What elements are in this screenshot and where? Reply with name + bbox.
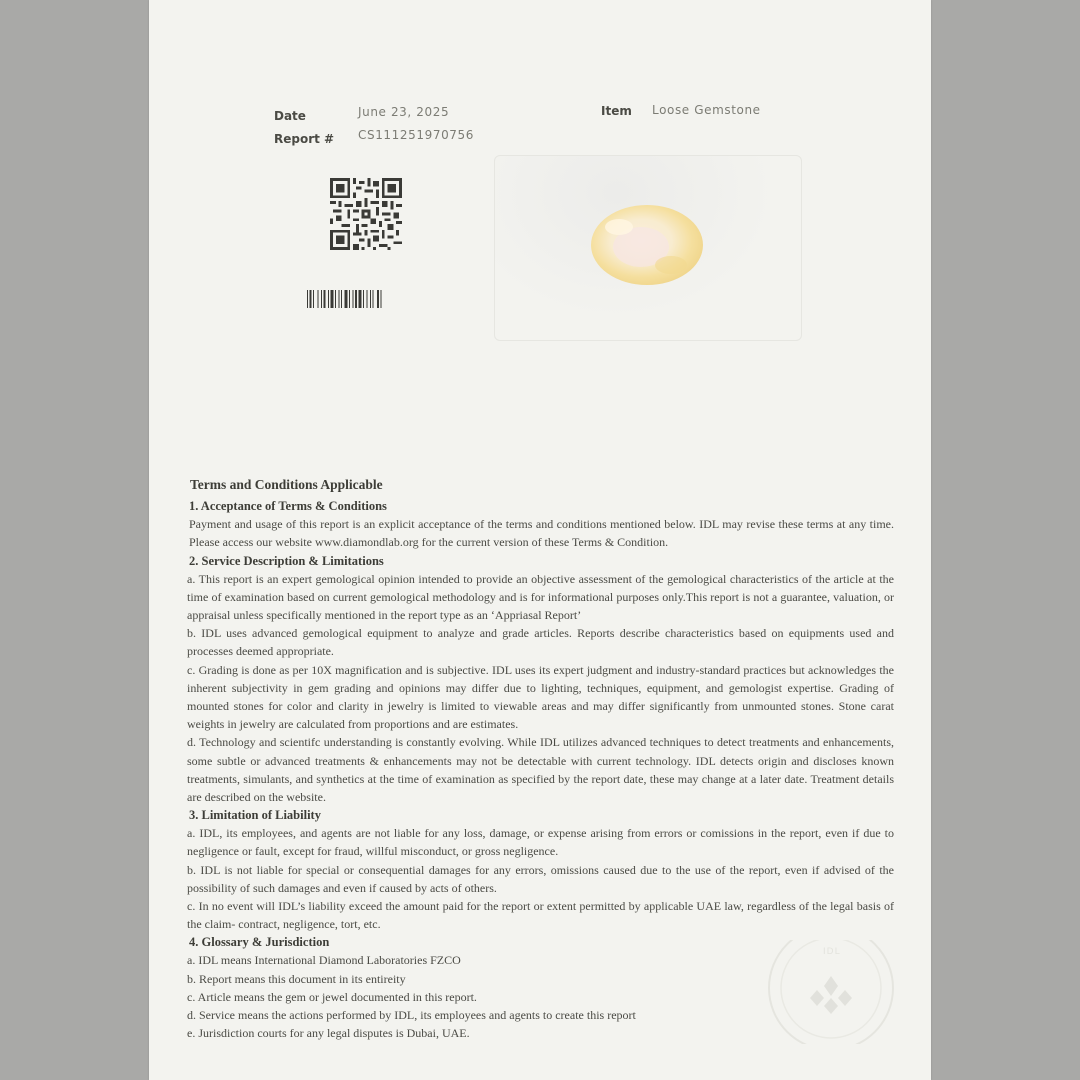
section-heading: 1. Acceptance of Terms & Conditions [189,499,387,514]
section-paragraph: a. This report is an expert gemological opinion intended to provide an objective assessment of the gemological characteristics of the article at the time of examination based on current gemological methodology and is for informational purposes only.This report is not a guarantee, valuation, or appraisal unless specifically mentioned in the report type as an ‘Appriasal Report’ [187,571,894,623]
report-number-value: CS111251970756 [358,128,475,142]
terms-title: Terms and Conditions Applicable [190,477,383,492]
section-paragraph: b. Report means this document in its entireity [187,971,406,986]
gem-photo-frame [494,155,802,341]
embossed-seal [765,940,897,1044]
date-label: Date [274,109,306,123]
date-value: June 23, 2025 [358,105,450,119]
section-paragraph: d. Service means the actions performed by IDL, its employees and agents to create this report [187,1008,636,1023]
section-heading: 2. Service Description & Limitations [189,553,384,568]
section-heading: 4. Glossary & Jurisdiction [189,935,330,950]
section-paragraph: b. IDL is not liable for special or consequential damages for any errors, omissions caused due to the use of the report, even if advised of the possibility of such damages and even if caused by acts of others. [187,862,894,895]
report-number-label: Report # [274,132,335,146]
qr-code [329,178,403,250]
section-paragraph: Payment and usage of this report is an explicit acceptance of the terms and conditions mentioned below. IDL may revise these terms at any time. Please access our website www.diamondlab.org for the current version of these Terms & Condition. [189,517,894,550]
section-paragraph: e. Jurisdiction courts for any legal disputes is Dubai, UAE. [187,1026,470,1041]
gemstone-image [589,203,705,287]
section-paragraph: a. IDL means International Diamond Laboratories FZCO [187,953,461,968]
section-paragraph: c. Grading is done as per 10X magnification and is subjective. IDL uses its expert judgment and industry-standard practices but acknowledges the inherent subjectivity in gem grading and opinions may differ due to lighting, techniques, equipment, and gemologist expertise. Grading of mounted stones for color and clarity in jewelry is limited to viewable areas and may differ significantly from unmounted stones. Stone carat weights in jewelry are calculated from proportions and are estimates. [187,662,894,732]
section-paragraph: d. Technology and scientifc understanding is constantly evolving. While IDL utilizes advanced techniques to detect treatments and enhancements, some subtle or advanced treatments & enhancements may not be detectable with current technology. IDL detects origin and discloses known treatments, simulants, and synthetics at the time of examination as specified by the report date, these may change at a later date. Treatment details are described on the website. [187,735,894,805]
report-sheet [149,0,931,1080]
item-value: Loose Gemstone [652,103,761,117]
item-label: Item [601,104,632,118]
section-paragraph: c. Article means the gem or jewel documented in this report. [187,989,477,1004]
barcode [307,290,415,308]
section-paragraph: b. IDL uses advanced gemological equipment to analyze and grade articles. Reports describe characteristics based on equipments used and processes deemed appropriate. [187,626,894,659]
seal-text: IDL [823,947,841,957]
section-paragraph: c. In no event will IDL’s liability exceed the amount paid for the report or extent permitted by applicable UAE law, regardless of the legal basis of the claim- contract, negligence, tort, etc. [187,899,894,932]
section-heading: 3. Limitation of Liability [189,808,321,823]
section-paragraph: a. IDL, its employees, and agents are not liable for any loss, damage, or expense arising from errors or comissions in the report, even if due to negligence or fault, except for fraud, willful misconduct, or gross negligence. [187,826,894,859]
